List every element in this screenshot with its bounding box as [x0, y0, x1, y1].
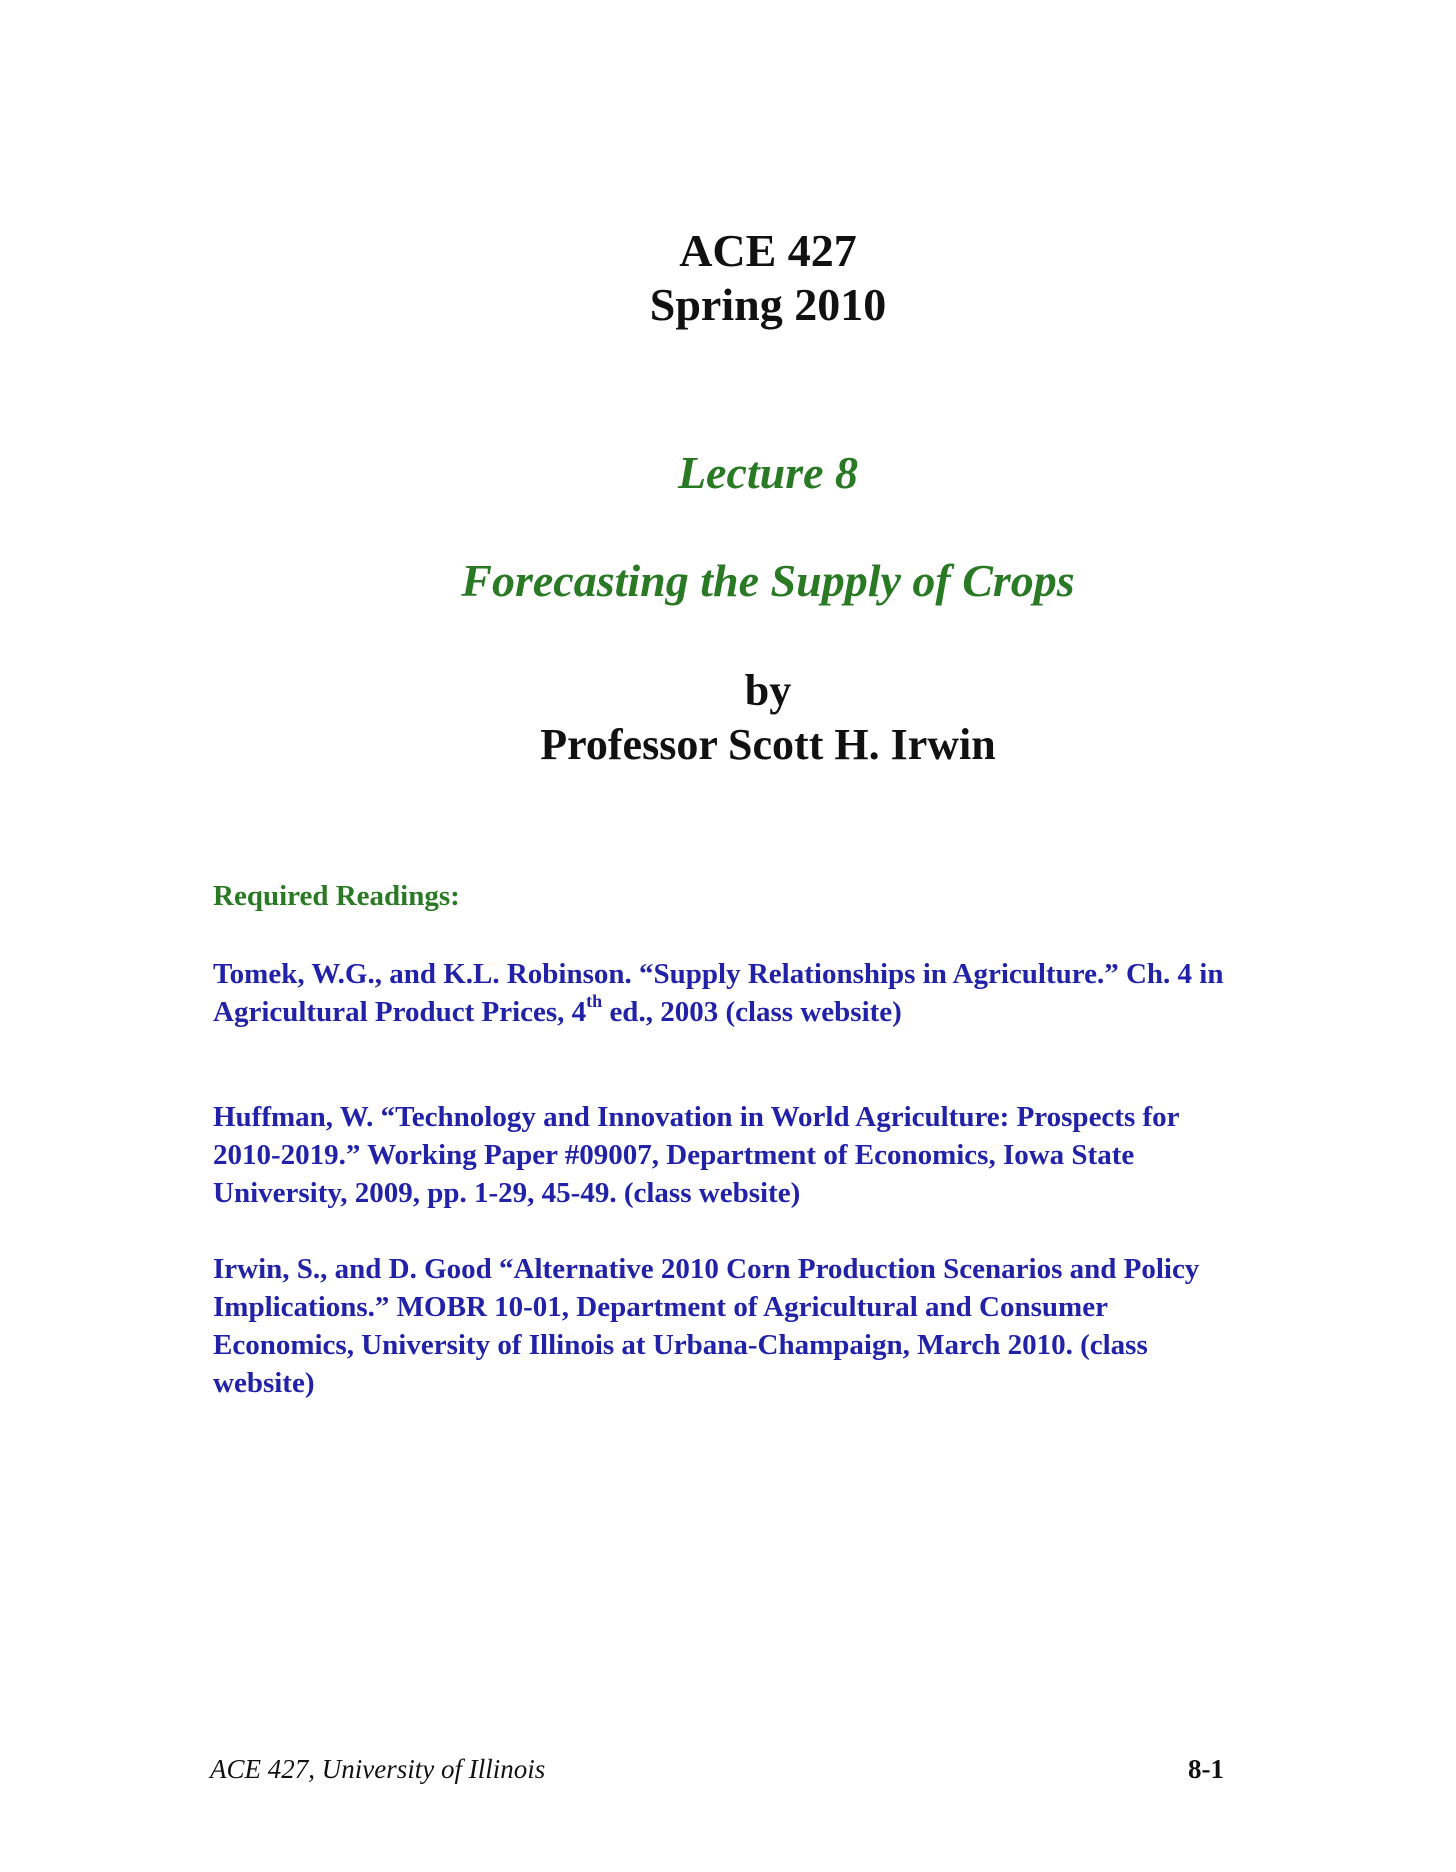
footer-course-info: ACE 427, University of Illinois: [210, 1754, 546, 1784]
lecture-topic: Forecasting the Supply of Crops: [461, 555, 1075, 606]
required-readings-heading: Required Readings:: [213, 880, 460, 912]
reading-text: Tomek, W.G., and K.L. Robinson. “Supply Relationships in Agriculture.” Ch. 4 in Agricultural Product Prices, 4: [213, 958, 1224, 1028]
lecture-number: Lecture 8: [677, 447, 859, 498]
page-number: 8-1: [1188, 1754, 1224, 1784]
reading-text-continued: ed., 2003 (class website): [602, 996, 902, 1028]
reading-item: [213, 955, 1233, 1031]
reading-item: Huffman, W. “Technology and Innovation in World Agriculture: Prospects for 2010-2019.” Working Paper #09007, Department of Economics, Iowa State University, 2009, pp. 1-29, 45-49. (class website): [213, 1101, 1180, 1209]
course-code: ACE 427: [679, 225, 857, 276]
reading-superscript: th: [586, 991, 603, 1012]
author-by-label: by: [744, 666, 792, 715]
author-name: Professor Scott H. Irwin: [540, 720, 996, 769]
course-term: Spring 2010: [649, 279, 887, 330]
reading-item: Irwin, S., and D. Good “Alternative 2010 Corn Production Scenarios and Policy Implications.” MOBR 10-01, Department of Agricultural and Consumer Economics, University of Illinois at Urbana-Champaign, March 2010. (class website): [213, 1253, 1200, 1399]
